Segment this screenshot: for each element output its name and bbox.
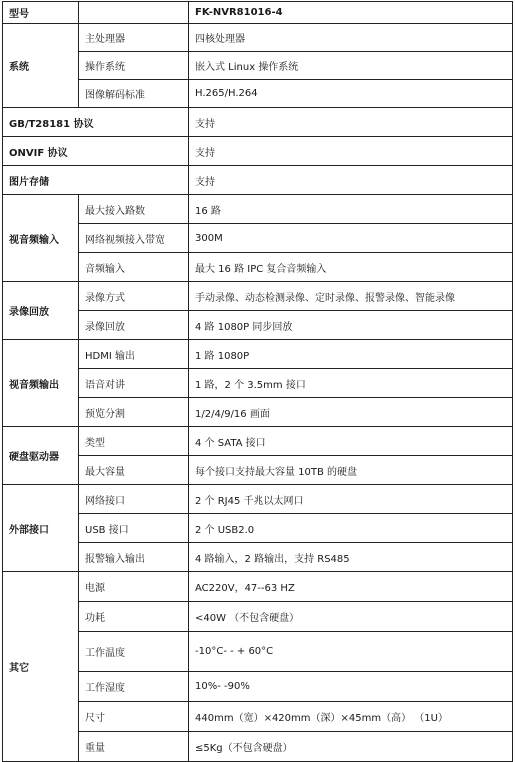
row-value: ≤5Kg（不包含硬盘）	[189, 732, 513, 762]
model-label: 型号	[3, 2, 79, 24]
table-row	[3, 369, 513, 398]
row-label: 类型	[79, 427, 189, 456]
category-cell: 视音频输入	[3, 195, 79, 282]
row-value: 最大 16 路 IPC 复合音频输入	[189, 253, 513, 282]
row-value: 1 路 1080P	[189, 340, 513, 369]
category-cell: 硬盘驱动器	[3, 427, 79, 485]
row-label: 网络接口	[79, 485, 189, 514]
row-label: 录像方式	[79, 282, 189, 311]
table-row	[3, 485, 513, 514]
row-label: 最大容量	[79, 456, 189, 485]
table-header-row	[3, 2, 513, 24]
row-value: 支持	[189, 108, 513, 137]
table-row	[3, 166, 513, 195]
table-row	[3, 632, 513, 672]
row-label: 工作温度	[79, 632, 189, 672]
row-value: 440mm（宽）×420mm（深）×45mm（高） （1U）	[189, 702, 513, 732]
row-value: 嵌入式 Linux 操作系统	[189, 52, 513, 80]
row-value: 4 个 SATA 接口	[189, 427, 513, 456]
row-label: USB 接口	[79, 514, 189, 543]
table-row	[3, 24, 513, 52]
table-row	[3, 543, 513, 572]
table-row	[3, 672, 513, 702]
row-value: 支持	[189, 137, 513, 166]
row-label: 录像回放	[79, 311, 189, 340]
row-label: 操作系统	[79, 52, 189, 80]
row-value: 支持	[189, 166, 513, 195]
row-value: 每个接口支持最大容量 10TB 的硬盘	[189, 456, 513, 485]
row-value: H.265/H.264	[189, 80, 513, 108]
table-row	[3, 52, 513, 80]
category-cell: ONVIF 协议	[3, 137, 189, 166]
category-cell: GB/T28181 协议	[3, 108, 189, 137]
row-label: 最大接入路数	[79, 195, 189, 224]
table-row	[3, 732, 513, 762]
row-value: 2 个 USB2.0	[189, 514, 513, 543]
category-cell: 其它	[3, 572, 79, 762]
row-label: 网络视频接入带宽	[79, 224, 189, 253]
table-row	[3, 137, 513, 166]
table-row	[3, 80, 513, 108]
row-label: 音频输入	[79, 253, 189, 282]
category-cell: 图片存储	[3, 166, 189, 195]
table-row	[3, 456, 513, 485]
row-label: HDMI 输出	[79, 340, 189, 369]
spec-table	[2, 1, 513, 762]
row-value: 四核处理器	[189, 24, 513, 52]
table-row	[3, 340, 513, 369]
table-row	[3, 602, 513, 632]
table-row	[3, 253, 513, 282]
row-value: 1/2/4/9/16 画面	[189, 398, 513, 427]
table-row	[3, 224, 513, 253]
row-value: 2 个 RJ45 千兆以太网口	[189, 485, 513, 514]
spacer-cell	[79, 2, 189, 24]
table-row	[3, 572, 513, 602]
row-label: 尺寸	[79, 702, 189, 732]
row-value: 10%- -90%	[189, 672, 513, 702]
table-row	[3, 398, 513, 427]
row-label: 预览分割	[79, 398, 189, 427]
table-row	[3, 108, 513, 137]
row-value: 1 路，2 个 3.5mm 接口	[189, 369, 513, 398]
table-row	[3, 195, 513, 224]
model-value: FK-NVR81016-4	[189, 2, 513, 24]
row-label: 语音对讲	[79, 369, 189, 398]
table-row	[3, 311, 513, 340]
table-row	[3, 427, 513, 456]
category-cell: 录像回放	[3, 282, 79, 340]
row-label: 报警输入输出	[79, 543, 189, 572]
row-label: 主处理器	[79, 24, 189, 52]
row-value: <40W （不包含硬盘）	[189, 602, 513, 632]
table-row	[3, 282, 513, 311]
row-value: AC220V，47--63 HZ	[189, 572, 513, 602]
row-value: 4 路输入，2 路输出，支持 RS485	[189, 543, 513, 572]
table-row	[3, 702, 513, 732]
category-cell: 视音频输出	[3, 340, 79, 427]
row-value: 手动录像、动态检测录像、定时录像、报警录像、智能录像	[189, 282, 513, 311]
row-value: 4 路 1080P 同步回放	[189, 311, 513, 340]
table-row	[3, 514, 513, 543]
row-label: 功耗	[79, 602, 189, 632]
row-value: -10°C- - + 60°C	[189, 632, 513, 672]
category-cell: 系统	[3, 24, 79, 108]
row-value: 16 路	[189, 195, 513, 224]
row-value: 300M	[189, 224, 513, 253]
row-label: 工作湿度	[79, 672, 189, 702]
row-label: 重量	[79, 732, 189, 762]
row-label: 电源	[79, 572, 189, 602]
row-label: 图像解码标准	[79, 80, 189, 108]
category-cell: 外部接口	[3, 485, 79, 572]
